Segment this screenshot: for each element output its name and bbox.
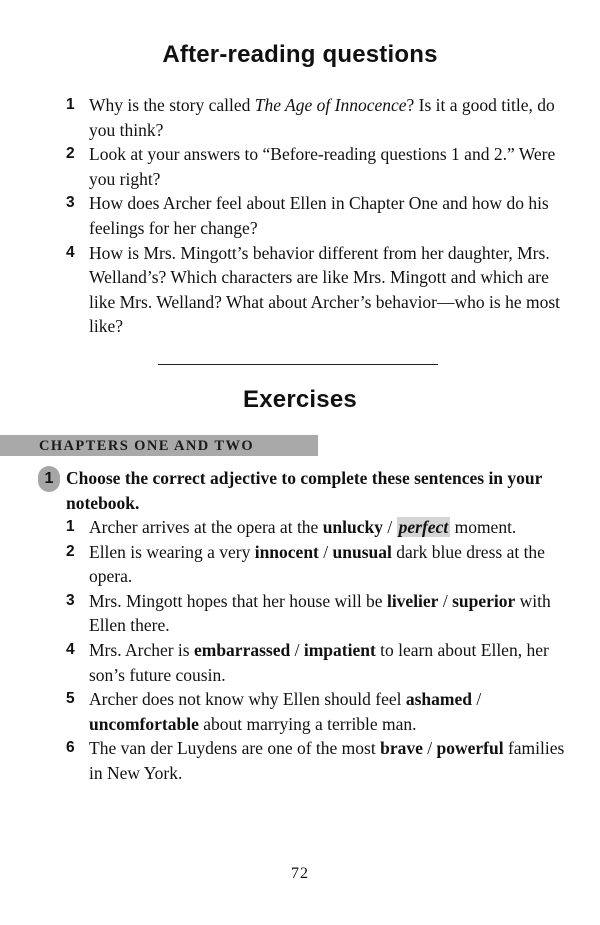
page-number: 72 <box>291 865 309 882</box>
option-2: unusual <box>332 541 392 562</box>
question-item <box>66 241 566 339</box>
question-text: How does Archer feel about Ellen in Chapter One and how do his feelings for her change? <box>89 193 549 238</box>
question-text: Look at your answers to “Before-reading questions 1 and 2.” Were you right? <box>89 144 556 189</box>
book-title: The Age of Innocence <box>254 95 407 115</box>
question-item <box>66 191 566 240</box>
question-number: 3 <box>66 194 75 212</box>
option-1: livelier <box>386 590 439 611</box>
question-item <box>66 142 566 191</box>
highlighted-option <box>397 517 451 537</box>
exercise-item: 2 Ellen is wearing a very innocent / unusual dark blue dress at the opera. <box>66 541 545 587</box>
option-2: impatient <box>303 639 376 660</box>
section-label: CHAPTERS ONE AND TWO <box>39 438 255 454</box>
exercise-number-badge: 1 <box>38 466 60 492</box>
section-divider <box>158 364 438 365</box>
after-reading-question-list <box>66 93 566 339</box>
question-number: 4 <box>66 243 75 261</box>
exercise-item: 4 Mrs. Archer is embarrassed / impatient to learn about Ellen, her son’s future cousin. <box>66 639 549 685</box>
option-1: brave <box>380 738 423 759</box>
exercise-item: 6 The van der Luydens are one of the most brave / powerful families in New York. <box>66 738 565 783</box>
question-item <box>66 93 566 142</box>
option-2: superior <box>452 590 516 611</box>
option-2: powerful <box>436 738 504 759</box>
option-2: uncomfortable <box>89 713 199 734</box>
question-number: 1 <box>66 96 75 113</box>
after-reading-title: After-reading questions <box>162 41 438 68</box>
option-2: perfect <box>398 517 449 537</box>
exercise-item-list <box>66 515 566 786</box>
item-number: 4 <box>66 640 75 658</box>
option-1: embarrassed <box>193 639 291 660</box>
exercises-title: Exercises <box>243 386 357 413</box>
item-number: 2 <box>66 542 75 560</box>
item-number: 3 <box>66 591 75 609</box>
item-number: 6 <box>66 739 75 757</box>
question-number: 2 <box>66 145 75 163</box>
item-number: 5 <box>66 690 75 708</box>
option-1: innocent <box>254 541 319 562</box>
item-number: 1 <box>66 518 75 535</box>
exercise-item: 5 Archer does not know why Ellen should feel ashamed / uncomfortable about marrying a terrible man. <box>66 689 482 734</box>
exercise-item: 3 Mrs. Mingott hopes that her house will be livelier / superior with Ellen there. <box>66 590 551 636</box>
question-text: Why is the story called The Age of Innocence? Is it a good title, do you think? <box>89 95 555 140</box>
question-text: How is Mrs. Mingott’s behavior different from her daughter, Mrs. Welland’s? Which characters are like Mrs. Mingott and which are like Mrs. Welland? What about Archer’s behavior—who is he most like? <box>89 242 560 337</box>
exercise-item: 1 Archer arrives at the opera at the unlucky / perfect moment. <box>66 515 566 540</box>
option-1: unlucky <box>322 517 384 537</box>
exercise-instruction: Choose the correct adjective to complete these sentences in your notebook. <box>66 468 543 513</box>
option-1: ashamed <box>405 689 472 710</box>
